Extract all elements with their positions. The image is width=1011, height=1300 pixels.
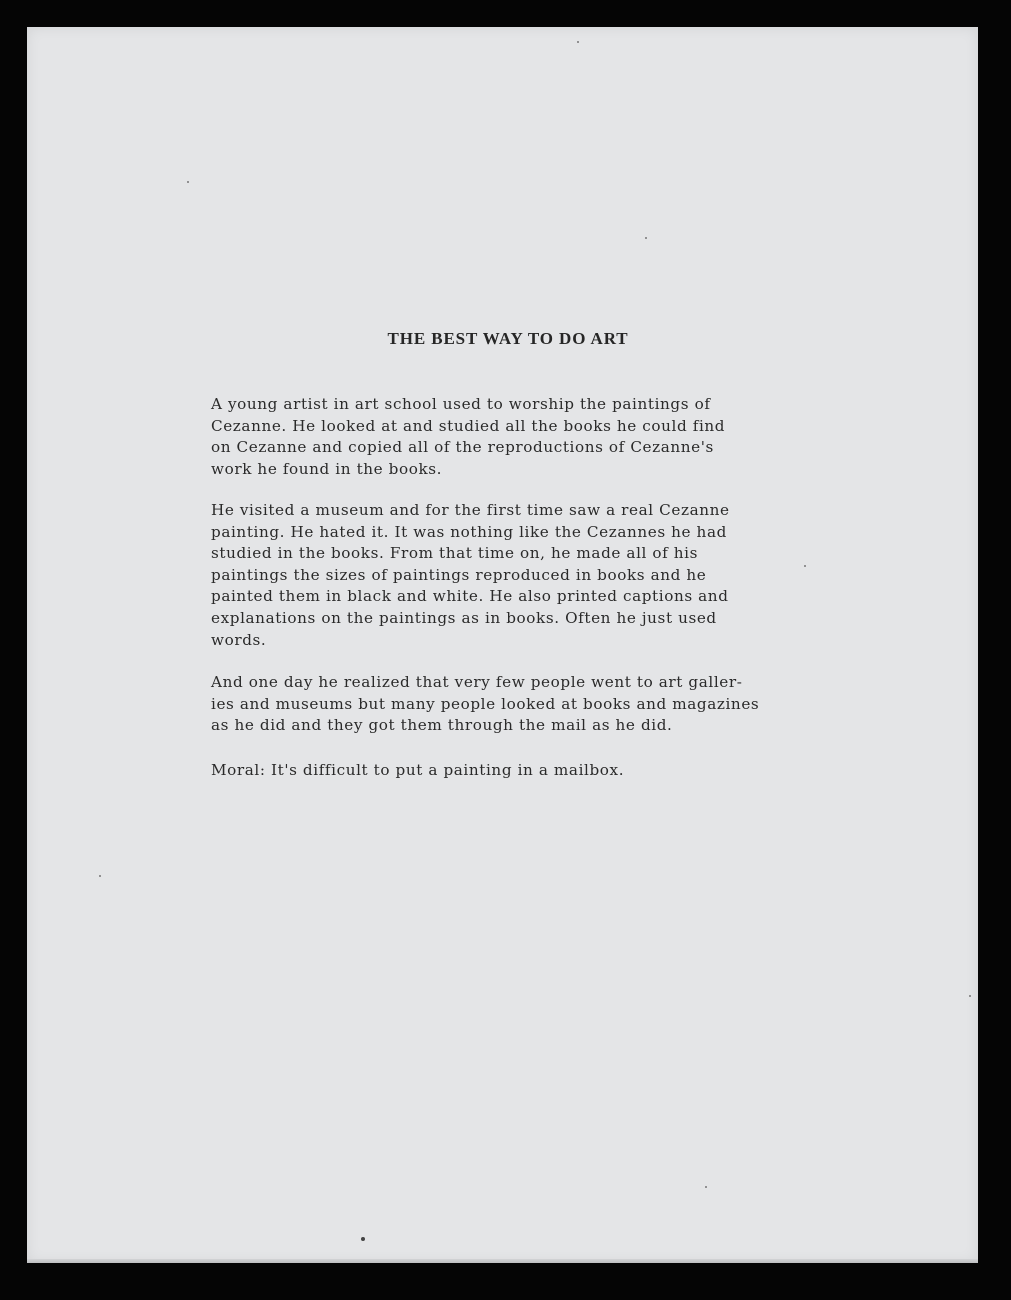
document-title: THE BEST WAY TO DO ART <box>387 329 629 348</box>
paper-speck <box>361 1237 365 1241</box>
paper-speck <box>99 875 101 877</box>
paper-speck <box>705 1186 707 1188</box>
document-page <box>27 27 978 1263</box>
paragraph-2: He visited a museum and for the first time saw a real Cezanne painting. He hated it. It was nothing like the Cezannes he had studied in the books. From that time on, he made all of his paintings the sizes of paintings reproduced in books and he painted them in black and white. He also printed captions and explanations on the paintings as in books. Often he just used words. <box>211 501 730 649</box>
paper-speck <box>187 181 189 183</box>
paper-speck <box>804 565 806 567</box>
paper-speck <box>577 41 579 43</box>
paper-speck <box>645 237 647 239</box>
paragraph-1: A young artist in art school used to worship the paintings of Cezanne. He looked at and studied all the books he could find on Cezanne and copied all of the reproductions of Cezanne's work he found in the books. <box>211 395 726 478</box>
paper-speck <box>969 995 971 997</box>
paragraph-3: And one day he realized that very few people went to art galler- ies and museums but many people looked at books and magazines as he did and they got them through the mail as he did. <box>211 673 760 735</box>
paragraph-moral: Moral: It's difficult to put a painting in a mailbox. <box>211 761 625 779</box>
